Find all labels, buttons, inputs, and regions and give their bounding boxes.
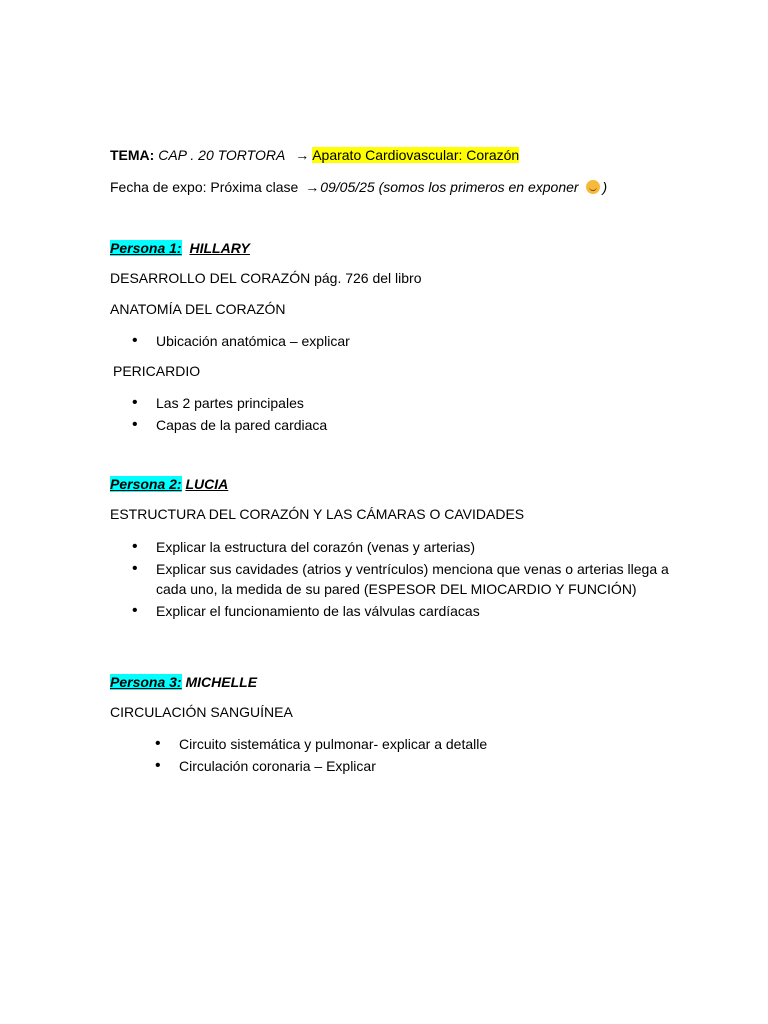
arrow-right-icon: → [295,147,310,163]
list-item: • Ubicación anatómica – explicar [110,331,670,351]
persona1-name: HILLARY [189,240,250,256]
list-item: • Explicar el funcionamiento de las válvulas cardíacas [110,601,670,621]
tema-label: TEMA: [110,147,155,163]
tema-line [110,146,519,165]
fecha-value: 09/05/25 (somos los primeros en exponer [320,179,579,195]
persona3-name: MICHELLE [185,674,258,690]
persona1-list-b [110,393,670,435]
persona2-heading [110,475,228,494]
persona1-line1: DESARROLLO DEL CORAZÓN pág. 726 del libro [110,270,422,286]
persona1-label: Persona 1: [110,240,182,256]
list-item: • Las 2 partes principales [110,393,670,413]
persona1-line3: PERICARDIO [113,363,201,379]
persona2-list [110,537,670,621]
tema-cap: CAP . 20 TORTORA [158,147,286,163]
list-item: • Explicar la estructura del corazón (venas y arterias) [110,537,670,557]
list-item: • Explicar sus cavidades (atrios y ventrículos) menciona que venas o arterias llega a cada uno, la medida de su pared (ESPESOR DEL MIOCARDIO Y FUNCIÓN) [110,559,670,599]
persona1-heading [110,239,250,258]
persona3-list [110,734,670,776]
persona3-label: Persona 3: [110,674,182,690]
list-item: • Capas de la pared cardiaca [110,415,670,435]
persona2-line1: ESTRUCTURA DEL CORAZÓN Y LAS CÁMARAS O CAVIDADES [110,506,525,522]
arrow-right-icon: → [305,179,320,195]
fecha-label: Fecha de expo: Próxima clase [110,179,299,195]
persona2-name: LUCIA [185,476,229,492]
persona3-heading [110,673,257,692]
persona2-label: Persona 2: [110,476,182,492]
fecha-close: ) [602,179,608,195]
smiling-face-icon [586,180,600,194]
persona3-line1: CIRCULACIÓN SANGUÍNEA [110,704,293,720]
list-item: • Circuito sistemática y pulmonar- explicar a detalle [110,734,670,754]
persona1-list-a [110,331,670,351]
fecha-line [110,178,607,197]
persona1-line2: ANATOMÍA DEL CORAZÓN [110,301,286,317]
list-item: • Circulación coronaria – Explicar [110,756,670,776]
tema-topic: Aparato Cardiovascular: Corazón [312,147,520,163]
